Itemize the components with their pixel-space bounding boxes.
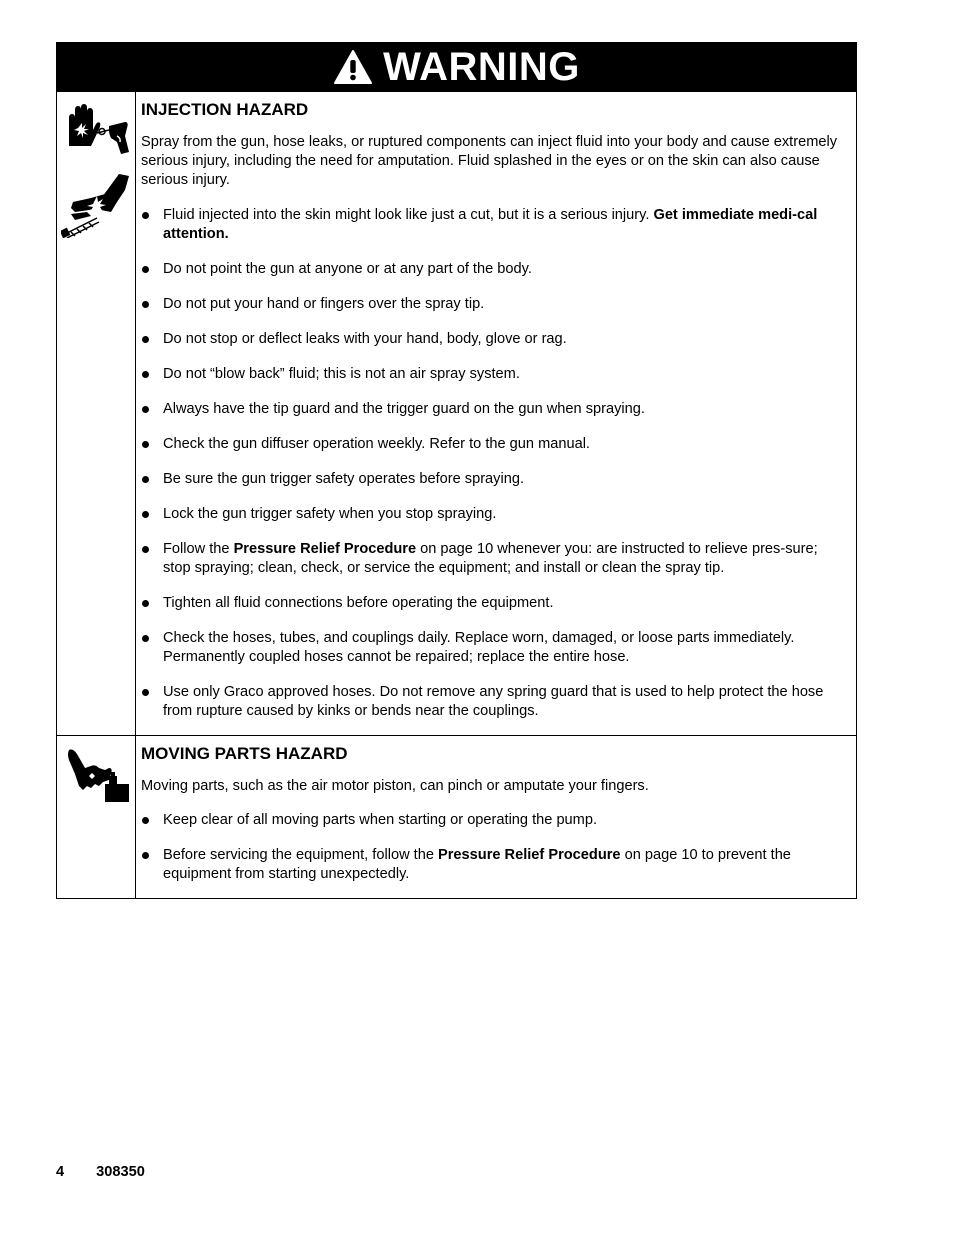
moving-icon-cell <box>57 736 136 898</box>
injection-hazard-section <box>57 92 856 735</box>
page-number: 4 <box>56 1164 65 1180</box>
list-item: Do not stop or deflect leaks with your hand, body, glove or rag. <box>141 330 844 349</box>
injection-intro: Spray from the gun, hose leaks, or ruptured components can inject fluid into your body and cause extremely serious injury, including the need for amputation. Fluid splashed in the eyes or on the skin can also cause serious injury. <box>141 134 838 188</box>
warning-header <box>57 43 856 92</box>
injection-icon-cell <box>57 92 136 735</box>
pinch-hand-icon <box>65 746 133 804</box>
list-item: Lock the gun trigger safety when you stop spraying. <box>141 505 844 524</box>
moving-intro: Moving parts, such as the air motor piston, can pinch or amputate your fingers. <box>141 778 649 794</box>
list-item: Do not “blow back” fluid; this is not an air spray system. <box>141 365 844 384</box>
list-item: Do not point the gun at anyone or at any part of the body. <box>141 260 844 279</box>
injection-hazard-title: INJECTION HAZARD <box>141 100 309 119</box>
list-item: Be sure the gun trigger safety operates before spraying. <box>141 470 844 489</box>
moving-text-cell <box>136 736 856 898</box>
list-item: Always have the tip guard and the trigger guard on the gun when spraying. <box>141 400 844 419</box>
list-item: Before servicing the equipment, follow the Pressure Relief Procedure on page 10 to prevent the equipment from starting unexpectedly. <box>141 846 844 884</box>
moving-parts-hazard-section <box>57 735 856 898</box>
page-footer <box>56 1164 145 1180</box>
injection-text-cell <box>136 92 856 735</box>
injection-bullet-list <box>141 206 844 721</box>
document-number: 308350 <box>96 1164 145 1180</box>
list-item: Check the hoses, tubes, and couplings daily. Replace worn, damaged, or loose parts immediately. Permanently coupled hoses cannot be repaired; replace the entire hose. <box>141 629 844 667</box>
list-item: Follow the Pressure Relief Procedure on page 10 whenever you: are instructed to relieve pres-sure; stop spraying; clean, check, or service the equipment; and install or clean the spray tip. <box>141 540 844 578</box>
list-item: Do not put your hand or fingers over the spray tip. <box>141 295 844 314</box>
list-item: Fluid injected into the skin might look like just a cut, but it is a serious injury. Get immediate medi-cal attention. <box>141 206 844 244</box>
list-item: Keep clear of all moving parts when starting or operating the pump. <box>141 811 844 830</box>
warning-box <box>56 42 857 899</box>
hand-injection-icon <box>65 102 129 156</box>
moving-bullet-list <box>141 811 844 884</box>
hose-leak-icon <box>61 172 131 238</box>
list-item: Use only Graco approved hoses. Do not remove any spring guard that is used to help protect the hose from rupture caused by kinks or bends near the couplings. <box>141 683 844 721</box>
list-item: Check the gun diffuser operation weekly. Refer to the gun manual. <box>141 435 844 454</box>
warning-triangle-icon <box>333 49 373 85</box>
moving-hazard-title: MOVING PARTS HAZARD <box>141 744 348 763</box>
warning-title: WARNING <box>383 45 580 89</box>
list-item: Tighten all fluid connections before operating the equipment. <box>141 594 844 613</box>
